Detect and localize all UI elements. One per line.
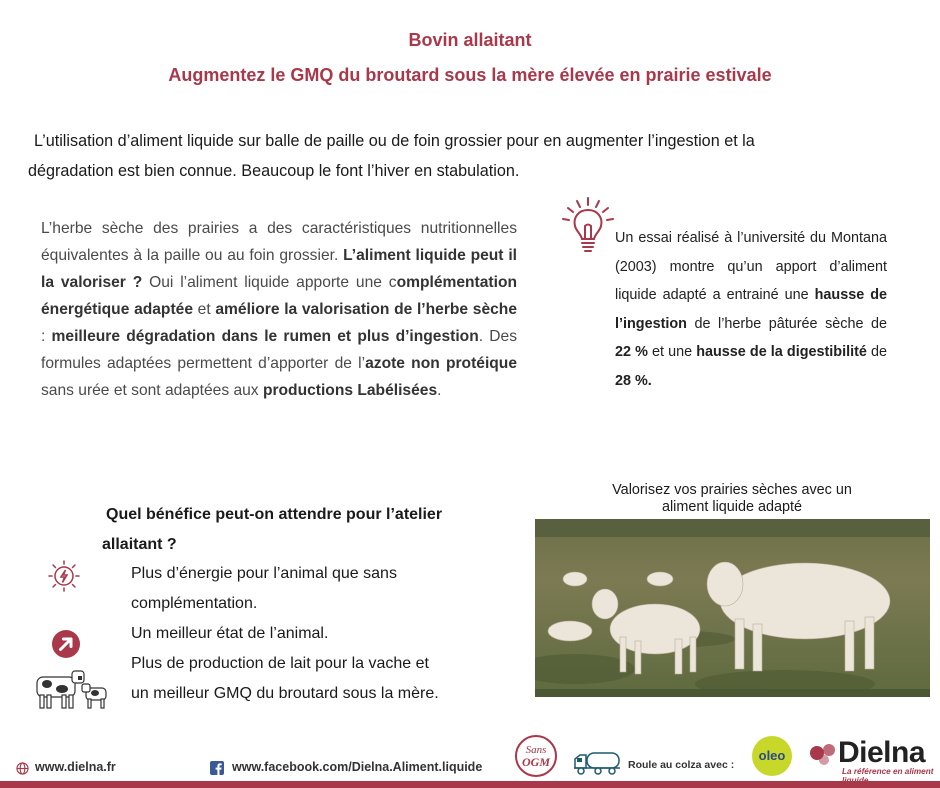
oleo-logo xyxy=(752,736,792,776)
benefit-line-3: Un meilleur état de l’animal. xyxy=(131,625,329,642)
left-text: et xyxy=(193,301,216,318)
benefit-line-2: complémentation. xyxy=(131,595,258,612)
cattle-pasture-photo xyxy=(535,519,930,697)
facebook-icon xyxy=(210,761,224,775)
sans-ogm-top: Sans xyxy=(525,744,547,756)
benefit-question-line-2: allaitant ? xyxy=(102,536,177,553)
intro-line-1: L’utilisation d’aliment liquide sur balle de paille ou de foin grossier pour en augmenter l’ingestion et la xyxy=(34,132,755,150)
left-bold: productions Labélisées xyxy=(262,382,438,399)
roule-au-colza-text: Roule au colza avec : xyxy=(628,759,735,771)
right-text: et une xyxy=(647,344,697,360)
left-text: L’herbe sèche des prairies a des caractéristiques nutritionnelles équivalentes à la paille ou au foin grossier. xyxy=(41,220,517,264)
right-bold: hausse de la digestibilité xyxy=(696,344,867,360)
intro-paragraph xyxy=(28,126,858,186)
sans-ogm-bottom: OGM xyxy=(521,755,550,769)
oleo-text: oleo xyxy=(758,748,786,763)
benefit-question xyxy=(102,500,502,560)
document-title: Bovin allaitant xyxy=(408,30,532,50)
right-text: de xyxy=(866,344,887,360)
footer-bar xyxy=(0,781,940,788)
right-paragraph xyxy=(615,224,887,395)
benefit-line-1: Plus d’énergie pour l’animal que sans xyxy=(131,565,397,582)
left-text: : xyxy=(41,328,52,345)
left-text: . Des formules adaptées permettent d’apporter de l’ xyxy=(41,328,517,372)
benefit-line-5: un meilleur GMQ du broutard sous la mère. xyxy=(131,685,439,702)
left-bold: azote non protéique xyxy=(365,355,518,372)
arrow-up-right-icon xyxy=(51,629,81,659)
right-bold: 28 %. xyxy=(615,372,652,389)
sans-ogm-badge xyxy=(515,735,557,777)
facebook-link[interactable]: www.facebook.com/Dielna.Aliment.liquide xyxy=(232,760,483,774)
tanker-truck-icon xyxy=(573,748,621,776)
benefit-line-4: Plus de production de lait pour la vache et xyxy=(131,655,429,672)
left-paragraph xyxy=(41,215,517,404)
intro-line-2: dégradation est bien connue. Beaucoup le font l’hiver en stabulation. xyxy=(28,162,520,180)
left-bold-question: L’aliment liquide peut il la valoriser ? xyxy=(41,247,517,291)
photo-caption: Valorisez vos prairies sèches avec un aliment liquide adapté xyxy=(612,482,852,515)
dielna-tagline: La référence en aliment xyxy=(842,767,934,776)
left-bold: meilleure dégradation dans le rumen et plus d’ingestion xyxy=(51,328,479,345)
right-bold: hausse de l’ingestion xyxy=(615,287,887,332)
document-subtitle: Augmentez le GMQ du broutard sous la mère élevée en prairie estivale xyxy=(168,65,772,85)
left-text: Oui l’aliment liquide apporte une c xyxy=(142,274,397,291)
cow-and-calf-icon xyxy=(32,666,108,712)
lightbulb-icon xyxy=(558,196,618,256)
website-link[interactable]: www.dielna.fr xyxy=(35,760,116,774)
globe-icon xyxy=(16,762,29,775)
left-text: . xyxy=(437,382,442,399)
dielna-logo-mark xyxy=(808,738,838,768)
dielna-brand-name: Dielna xyxy=(838,736,926,769)
right-text: de l’herbe pâturée sèche de xyxy=(686,315,887,332)
energy-icon xyxy=(48,560,80,592)
right-text: Un essai réalisé à l’université du Montana (2003) montre qu’un apport d’aliment liquide adapté a entrainé une xyxy=(615,230,887,303)
left-bold: améliore la valorisation de l’herbe sèche xyxy=(215,301,517,318)
right-bold: 22 % xyxy=(615,344,648,360)
left-bold: omplémentation énergétique adaptée xyxy=(41,274,518,318)
left-text: sans urée et sont adaptées aux xyxy=(41,382,263,399)
benefit-question-line-1: Quel bénéfice peut-on attendre pour l’atelier xyxy=(106,506,443,523)
